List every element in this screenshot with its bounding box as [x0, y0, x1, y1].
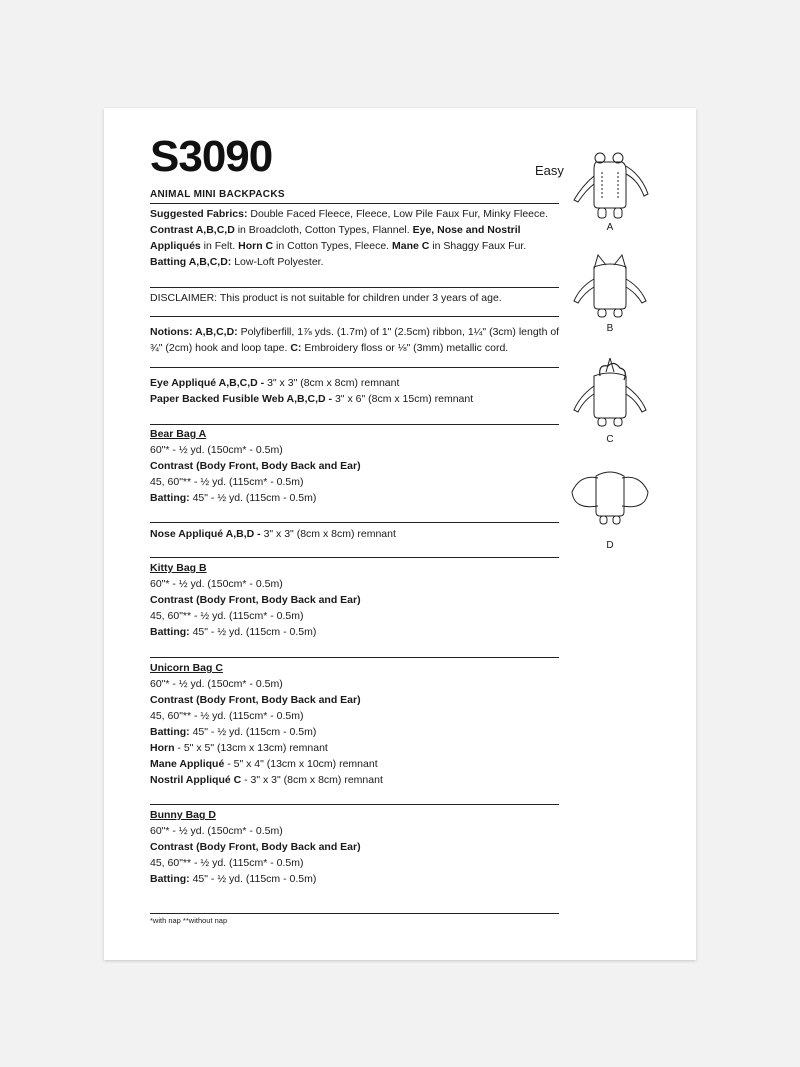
bear-bag-section: Bear Bag A 60"* - ½ yd. (150cm* - 0.5m) Contrast (Body Front, Body Back and Ear) 45, 60"** - ½ yd. (115cm* - 0.5m) Batting: 45" - ½ yd. (115cm - 0.5m) — [150, 426, 560, 506]
nose-applique: Nose Appliqué A,B,D - 3" x 3" (8cm x 8cm) remnant — [150, 528, 396, 540]
unicorn-bag-section: Unicorn Bag C 60"* - ½ yd. (150cm* - 0.5m) Contrast (Body Front, Body Back and Ear) 45, 60"** - ½ yd. (115cm* - 0.5m) Batting: 45" - ½ yd. (115cm - 0.5m) Horn - 5" x 5" (13cm x 13cm) remnant Mane Appliqué - 5" x 4" (13cm x 10cm) remnant Nostril Appliqué C - 3" x 3" (8cm x 8cm) remnant — [150, 660, 560, 788]
divider — [150, 203, 559, 204]
pattern-title: ANIMAL MINI BACKPACKS — [150, 189, 285, 200]
divider — [150, 522, 559, 523]
figure-label-a: A — [606, 222, 614, 233]
notions: Notions: A,B,C,D: Polyfiberfill, 1⅞ yds. (1.7m) of 1" (2.5cm) ribbon, 1¼" (3cm) length of ¾" (2cm) hook and loop tape. C: Embroidery floss or ⅛" (3mm) metallic cord. — [150, 326, 560, 354]
bunny-backpack-illustration — [570, 466, 650, 536]
divider — [150, 367, 559, 368]
divider — [150, 657, 559, 658]
divider — [150, 316, 559, 317]
difficulty-label: Easy — [535, 163, 564, 178]
figure-bunny-backpack — [570, 466, 650, 551]
disclaimer: DISCLAIMER: This product is not suitable for children under 3 years of age. — [150, 292, 502, 304]
bear-bag-title: Bear Bag A — [150, 428, 207, 440]
bunny-bag-title: Bunny Bag D — [150, 809, 216, 821]
eye-applique: Eye Appliqué A,B,C,D - 3" x 3" (8cm x 8cm) remnant Paper Backed Fusible Web A,B,C,D - 3" x 6" (8cm x 15cm) remnant — [150, 377, 474, 405]
divider — [150, 913, 559, 914]
divider — [150, 804, 559, 805]
figure-unicorn-backpack — [570, 358, 650, 445]
divider — [150, 557, 559, 558]
divider — [150, 287, 559, 288]
unicorn-bag-title: Unicorn Bag C — [150, 662, 223, 674]
suggested-fabrics: Suggested Fabrics: Double Faced Fleece, Fleece, Low Pile Faux Fur, Minky Fleece. Contrast A,B,C,D in Broadcloth, Cotton Types, Flannel. Eye, Nose and Nostril Appliqués in Felt. Horn C in Cotton Types, Fleece. Mane C in Shaggy Faux Fur. Batting A,B,C,D: Low-Loft Polyester. — [150, 208, 549, 268]
figure-bear-backpack — [570, 146, 650, 236]
kitty-backpack-illustration — [570, 253, 650, 333]
divider — [150, 424, 559, 425]
kitty-bag-section: Kitty Bag B 60"* - ½ yd. (150cm* - 0.5m) Contrast (Body Front, Body Back and Ear) 45, 60"** - ½ yd. (115cm* - 0.5m) Batting: 45" - ½ yd. (115cm - 0.5m) — [150, 560, 560, 640]
figure-kitty-backpack — [570, 253, 650, 333]
bunny-bag-section: Bunny Bag D 60"* - ½ yd. (150cm* - 0.5m) Contrast (Body Front, Body Back and Ear) 45, 60"** - ½ yd. (115cm* - 0.5m) Batting: 45" - ½ yd. (115cm - 0.5m) — [150, 807, 560, 887]
footnote: *with nap **without nap — [150, 916, 228, 925]
figure-label-d: D — [606, 540, 614, 551]
pattern-code: S3090 — [150, 132, 273, 181]
figure-label-c: C — [606, 434, 614, 445]
unicorn-backpack-illustration — [570, 358, 650, 438]
pattern-envelope-back — [104, 108, 696, 960]
figure-label-b: B — [606, 323, 614, 334]
kitty-bag-title: Kitty Bag B — [150, 562, 207, 574]
